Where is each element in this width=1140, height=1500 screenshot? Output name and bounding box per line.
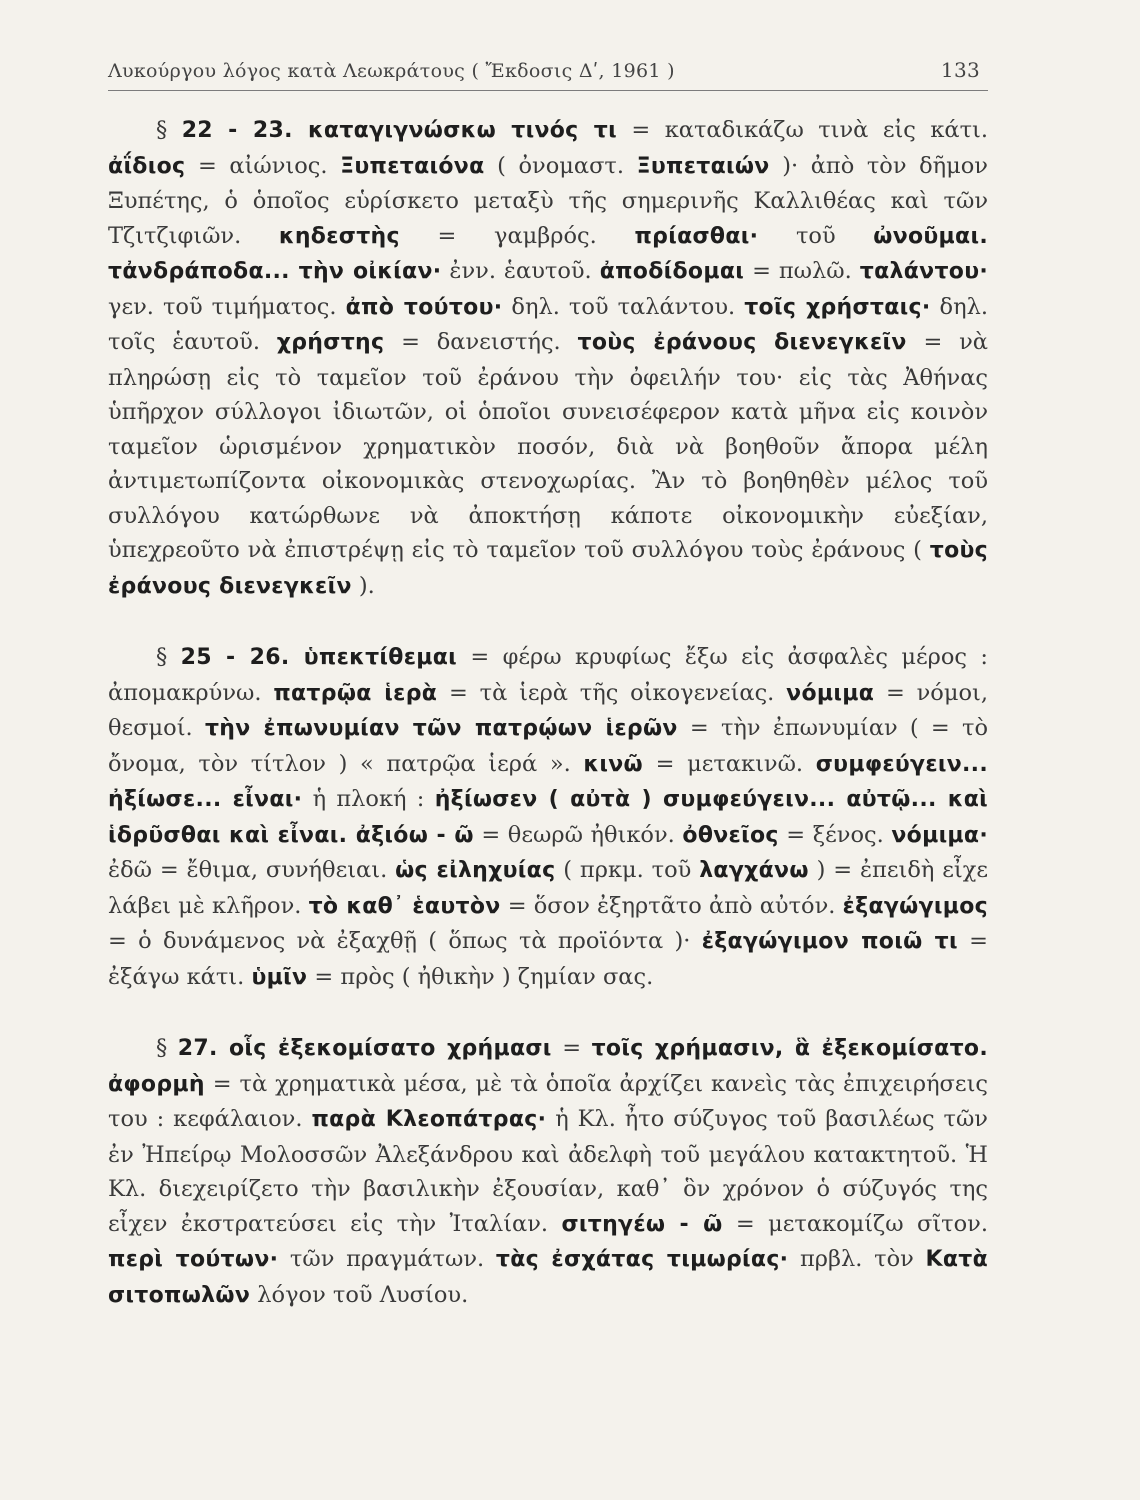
gloss-text: = πωλῶ. [744, 258, 860, 284]
header-rule [108, 90, 988, 91]
gloss-text: = ὅσον ἐξηρτᾶτο ἀπὸ αὐτόν. [500, 892, 843, 919]
page-number: 133 [940, 58, 980, 82]
gloss-text: § [156, 1035, 178, 1061]
gloss-text: ἡ πλοκή : [302, 786, 435, 812]
gloss-text: = νὰ πληρώσῃ εἰς τὸ ταμεῖον τοῦ ἐράνου τὴν ὀφειλήν του· εἰς τὰς Ἀθήνας ὑπῆρχον σύλλογοι ἰδιωτῶν, οἱ ὁποῖοι συνεισέφερον κατὰ μῆνα εἰς κοινὸν ταμεῖον ὡρισμένον χρηματικὸν ποσόν, διὰ νὰ βοηθοῦν ἄπορα μέλη ἀντιμετωπίζοντα οἰκονομικὰς στενοχωρίας. Ἂν τὸ βοηθηθὲν μέλος τοῦ συλλόγου κατώρθωνε νὰ ἀποκτήσῃ κάποτε οἰκονομικὴν εὐεξίαν, ὑπεχρεοῦτο νὰ ἐπιστρέψῃ εἰς τὸ ταμεῖον τοῦ συλλόγου τοὺς ἐράνους ( [108, 329, 988, 563]
gloss-text: = νόμοι, θεσμοί. [108, 679, 988, 741]
lemma-term: νόμιμα [786, 680, 875, 706]
lemma-term: παρὰ Κλεοπάτρας· [311, 1107, 547, 1132]
gloss-text: ). [351, 572, 375, 599]
gloss-text: = ξένος. [778, 821, 892, 848]
section-22-23 [108, 113, 988, 604]
lemma-term: ἠξίωσεν ( αὐτὰ ) συμφεύγειν... αὐτῷ... καὶ ἱδρῦσθαι καὶ εἶναι. ἀξιόω - ῶ [108, 787, 988, 848]
commentary-body [108, 113, 988, 1313]
gloss-text: = γαμβρός. [399, 222, 635, 249]
lemma-term: ἐξαγώγιμον ποιῶ τι [701, 929, 958, 954]
gloss-text: = αἰώνιος. [185, 152, 341, 179]
lemma-term: ἀπὸ τούτου· [345, 294, 503, 320]
gloss-text: ἐνν. ἑαυτοῦ. [441, 258, 600, 284]
gloss-text: )· ἀπὸ τὸν δῆμον Ξυπέτης, ὁ ὁποῖος εὑρίσκετο μεταξὺ τῆς σημερινῆς Καλλιθέας καὶ τῶν Τζιτζιφιῶν. [108, 152, 988, 249]
lemma-term: ὀθνεῖος [682, 822, 779, 848]
gloss-text: = τὰ ἱερὰ τῆς οἰκογενείας. [437, 679, 787, 706]
gloss-text: τοῦ [758, 222, 874, 249]
gloss-text: = φέρω κρυφίως ἔξω εἰς ἀσφαλὲς μέρος : ἀπομακρύνω. [108, 644, 988, 706]
gloss-text: ἡ Κλ. ἦτο σύζυγος τοῦ βασιλέως τῶν ἐν Ἠπείρῳ Μολοσσῶν Ἀλεξάνδρου καὶ ἀδελφὴ τοῦ μεγάλου κατακτητοῦ. Ἡ Κλ. διεχειρίζετο τὴν βασιλικὴν ἐξουσίαν, καθ᾽ ὃν χρόνον ὁ σύζυγός της εἶχεν ἐκστρατεύσει εἰς τὴν Ἰταλίαν. [108, 1106, 988, 1237]
gloss-text: ἐδῶ = ἔθιμα, συνήθειαι. [108, 857, 396, 883]
gloss-text: δηλ. τοῦ ταλάντου. [502, 293, 745, 320]
gloss-text: λόγον τοῦ Λυσίου. [250, 1281, 469, 1308]
gloss-text: = πρὸς ( ἠθικὴν ) ζημίαν σας. [307, 963, 654, 990]
lemma-term: ἐξαγώγιμος [842, 893, 988, 919]
lemma-term: τὴν ἐπωνυμίαν τῶν πατρῴων ἱερῶν [204, 716, 678, 741]
lemma-term: ὡς εἰληχυίας [395, 858, 556, 883]
lemma-term: 25 - 26. ὑπεκτίθεμαι [180, 645, 458, 670]
lemma-term: ταλάντου· [859, 259, 989, 284]
running-head [108, 58, 988, 82]
gloss-text: = [551, 1035, 592, 1061]
lemma-term: ἀποδίδομαι [599, 259, 745, 284]
lemma-term: τοὺς ἐράνους διενεγκεῖν [577, 330, 907, 355]
lemma-term: τοῖς χρήσταις· [744, 294, 931, 320]
lemma-term: συμφεύγειν... ἠξίωσε... εἶναι· [108, 751, 989, 812]
lemma-term: Κατὰ σιτοπωλῶν [108, 1247, 988, 1308]
gloss-text: ( πρκμ. τοῦ [555, 857, 700, 883]
lemma-term: ἀΐδιος [108, 153, 186, 179]
gloss-text: = δανειστής. [384, 329, 578, 355]
lemma-term: νόμιμα· [891, 822, 988, 848]
lemma-term: πρίασθαι· [634, 223, 759, 249]
gloss-text: = θεωρῶ ἠθικόν. [473, 821, 683, 848]
gloss-text: = μετακινῶ. [642, 750, 816, 777]
lemma-term: χρήστης [276, 330, 385, 355]
lemma-term: πατρῷα ἱερὰ [273, 680, 438, 706]
lemma-term: τοῖς χρήμασιν, ἃ ἐξεκομίσατο. ἀφορμὴ [108, 1036, 988, 1097]
gloss-text: πρβλ. τὸν [788, 1246, 926, 1272]
lemma-term: περὶ τούτων· [108, 1247, 279, 1272]
lemma-term: ὠνοῦμαι. τἀνδράποδα... τὴν οἰκίαν· [108, 223, 988, 284]
gloss-text: = τὰ χρηματικὰ μέσα, μὲ τὰ ὁποῖα ἀρχίζει κανεὶς τὰς ἐπιχειρήσεις του : κεφάλαιον. [108, 1070, 988, 1132]
lemma-term: σιτηγέω - ῶ [561, 1211, 723, 1237]
gloss-text: § [156, 117, 182, 143]
lemma-term: τὰς ἐσχάτας τιμωρίας· [495, 1247, 789, 1272]
lemma-term: κινῶ [583, 751, 643, 777]
lemma-term: Ξυπεταιών [636, 153, 770, 179]
lemma-term: ὑμῖν [251, 964, 308, 990]
gloss-text: ) = ἐπειδὴ εἶχε λάβει μὲ κλῆρον. [108, 857, 988, 919]
gloss-text: = τὴν ἐπωνυμίαν ( = τὸ ὄνομα, τὸν τίτλον ) « πατρῷα ἱερά ». [108, 715, 988, 777]
gloss-text: ( ὀνομαστ. [484, 152, 637, 179]
gloss-text: = ὁ δυνάμενος νὰ ἐξαχθῇ ( ὅπως τὰ προϊόντα )· [108, 928, 702, 954]
gloss-text: = καταδικάζω τινὰ εἰς κάτι. [616, 117, 989, 143]
lemma-term: τὸ καθ᾽ ἑαυτὸν [308, 893, 501, 919]
gloss-text: § [156, 644, 181, 670]
gloss-text: δηλ. τοῖς ἑαυτοῦ. [108, 293, 988, 355]
lemma-term: 27. οἷς ἐξεκομίσατο χρήμασι [177, 1036, 552, 1061]
section-25-26 [108, 640, 988, 995]
running-head-title: Λυκούργου λόγος κατὰ Λεωκράτους ( Ἔκδοσις Δʹ, 1961 ) [108, 60, 675, 82]
lemma-term: λαγχάνω [699, 858, 809, 883]
gloss-text: = μετακομίζω σῖτον. [722, 1210, 988, 1237]
lemma-term: Ξυπεταιόνα [340, 153, 485, 179]
gloss-text: τῶν πραγμάτων. [278, 1246, 496, 1272]
gloss-text: = ἐξάγω κάτι. [108, 928, 988, 990]
gloss-text: γεν. τοῦ τιμήματος. [108, 293, 346, 320]
lemma-term: τοὺς ἐράνους διενεγκεῖν [108, 538, 988, 599]
lemma-term: 22 - 23. καταγιγνώσκω τινός τι [181, 118, 617, 143]
lemma-term: κηδεστὴς [278, 223, 400, 249]
section-27 [108, 1031, 988, 1313]
